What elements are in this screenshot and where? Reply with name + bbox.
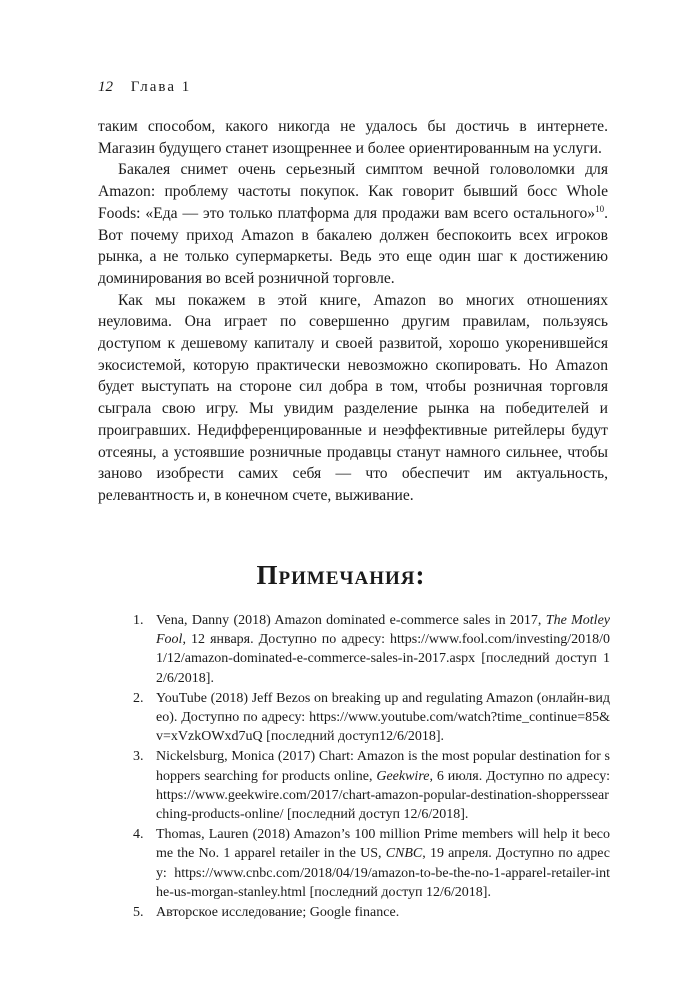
paragraph-2 [98,159,608,289]
note-item [98,611,610,688]
note-text: Vena, Danny (2018) Amazon dominated e-commerce sales in 2017, [156,613,546,628]
note-text-rest: , 12 января. Доступно по адресу: https://www.fool.com/investing/2018/01/12/amazon-dominated-e-commerce-sales-in-2017.aspx [последний доступ 12/6/2018]. [156,632,610,686]
chapter-title: Глава 1 [130,79,192,95]
paragraph-1: таким способом, какого никогда не удалось бы достичь в интернете. Магазин будущего станет изощреннее и более ориентированным на услуги. [98,118,608,157]
note-item [98,747,610,824]
note-number: 2. [133,690,144,706]
note-item [98,903,610,922]
note-source: Geekwire [376,768,430,784]
note-number: 3. [133,749,144,765]
note-item [98,689,610,747]
notes-heading: Примечания: [256,560,426,590]
note-number: 4. [133,827,144,843]
paragraph-2-text-end: . Вот почему приход Amazon в бакалею должен беспокоить всех игроков рынка, а не только супермаркеты. Ведь это еще один шаг к достижению доминирования во всей розничной торговле. [98,204,608,287]
note-text: Thomas, Lauren (2018) Amazon’s 100 million Prime members will help it become the No. 1 apparel retailer in the US, [156,827,610,862]
note-number: 1. [133,613,144,628]
main-text [98,116,608,507]
note-item [98,825,610,902]
notes-list [98,611,610,923]
note-number: 5. [133,905,144,921]
running-header [98,79,191,96]
note-text-rest: , 6 июля. Доступно по адресу: https://www.geekwire.com/2017/chart-amazon-popular-destination-shopperssearching-products-online/ [последний доступ 12/6/2018]. [156,768,610,823]
note-source: CNBC [385,846,423,862]
note-source: The Motley Fool [156,613,610,648]
page-number: 12 [98,79,113,95]
paragraph-2-text-start: Бакалея снимет очень серьезный симптом вечной головоломки для Amazon: проблему частоты покупок. Как говорит бывший босс Whole Foods: «Еда — это только платформа для продажи вам всего остального» [98,161,608,222]
footnote-ref-10[interactable]: 10 [595,203,605,214]
note-text-rest: , 19 апреля. Доступно по адресу: https://www.cnbc.com/2018/04/19/amazon-to-be-the-no-1-apparel-retailer-inthe-us-morgan-stanley.html [последний доступ 12/6/2018]. [156,846,610,900]
note-text: Авторское исследование; Google finance. [156,905,400,921]
note-text: YouTube (2018) Jeff Bezos on breaking up and regulating Amazon (онлайн-видео). Доступно по адресу: https://www.youtube.com/watch?time_continue=85&v=xVzkOWxd7uQ [последний доступ12/6/2018]. [156,690,610,745]
note-text: Nickelsburg, Monica (2017) Chart: Amazon is the most popular destination for shoppers searching for products online, [156,749,610,784]
paragraph-3: Как мы покажем в этой книге, Amazon во многих отношениях неуловима. Она играет по совершенно другим правилам, пользуясь доступом к дешевому капиталу и своей развитой, хорошо укоренившейся экосистемой, которую практически невозможно скопировать. Но Amazon будет выступать на стороне сил добра в том, чтобы розничная торговля сыграла свою игру. Мы увидим разделение рынка на победителей и проигравших. Недифференцированные и неэффективные ритейлеры будут отсеяны, а устоявшие розничные продавцы станут намного сильнее, чтобы заново изобрести самих себя — что обеспечит им актуальность, релевантность и, в конечном счете, выживание. [98,291,608,504]
